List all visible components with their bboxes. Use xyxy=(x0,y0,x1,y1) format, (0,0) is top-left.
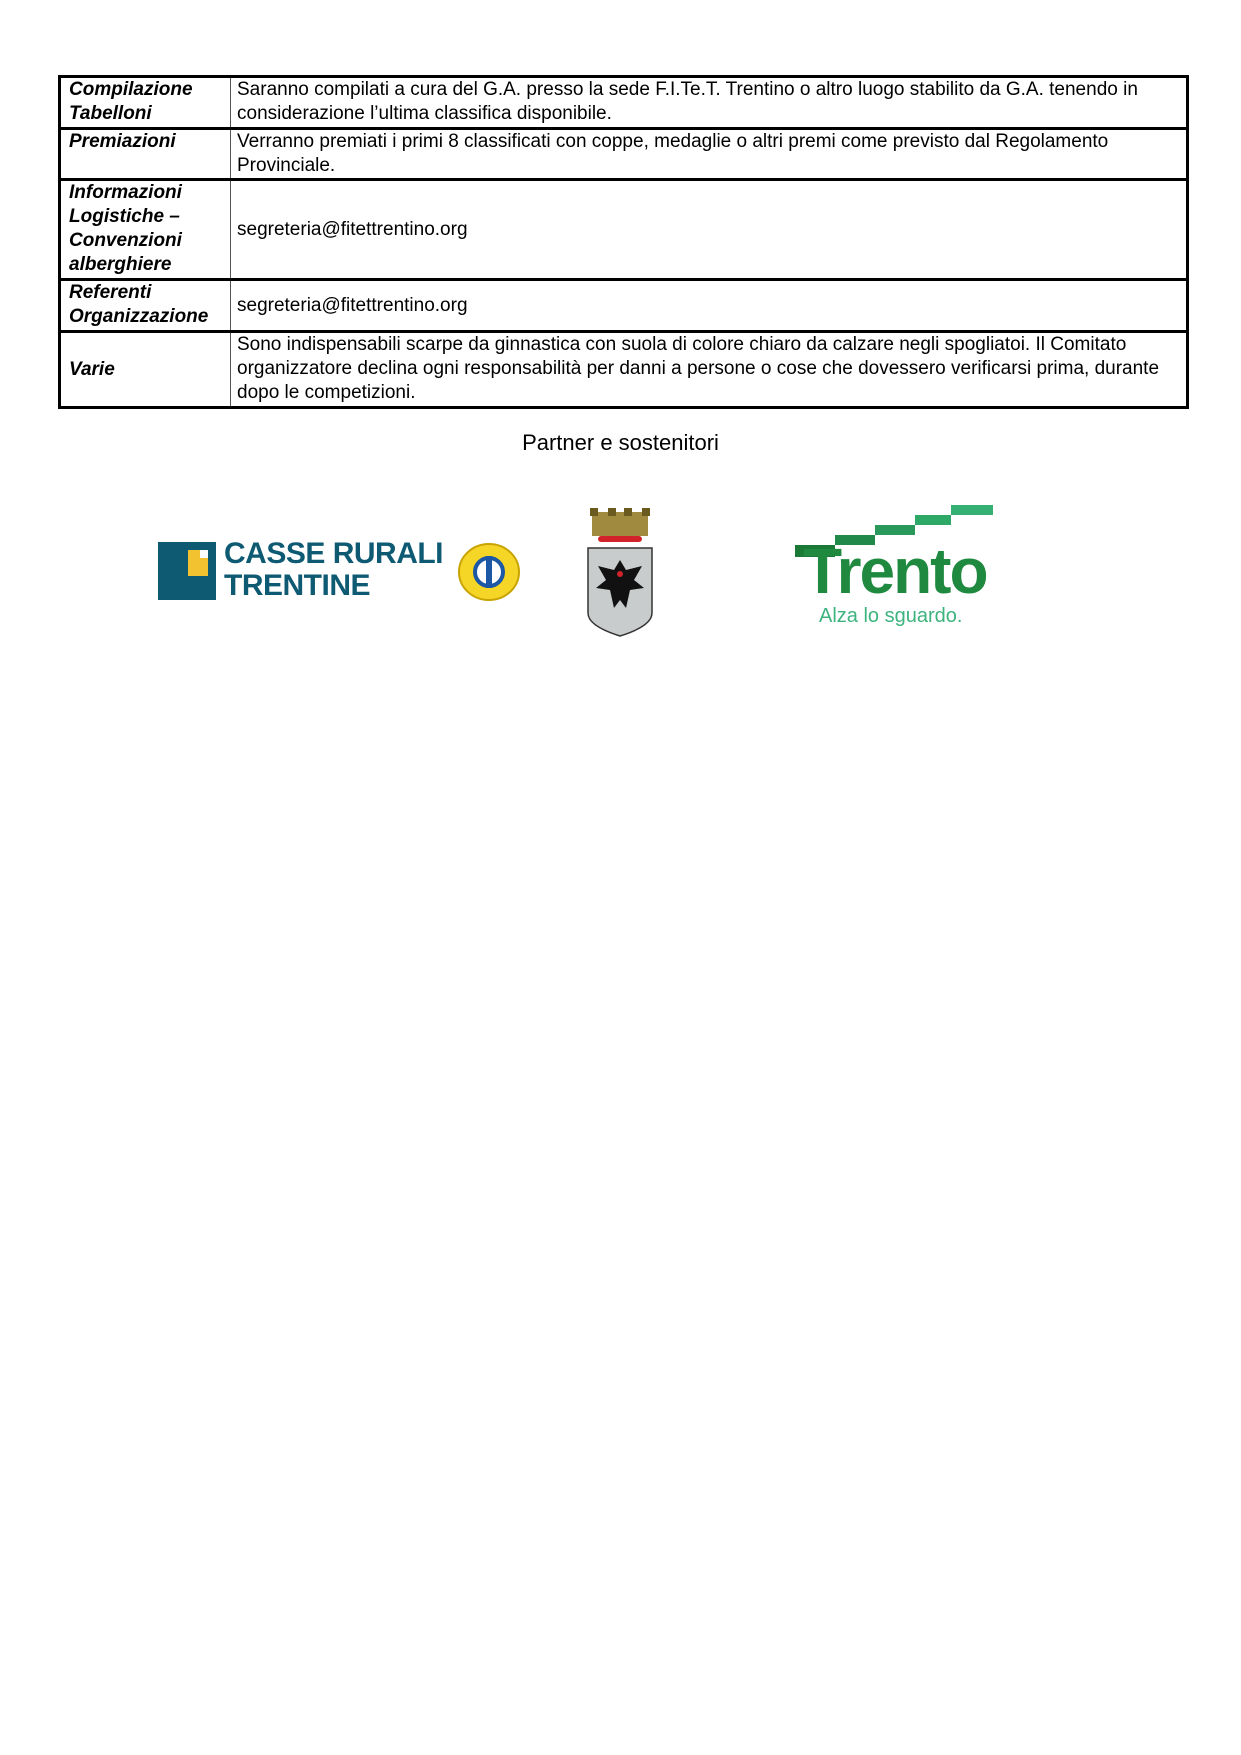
row-value: Saranno compilati a cura del G.A. presso la sede F.I.Te.T. Trentino o altro luogo stabilito da G.A. tenendo in considerazione l’ultima classifica disponibile. xyxy=(231,77,1188,129)
row-value: segreteria@fitettrentino.org xyxy=(231,280,1188,332)
info-table xyxy=(58,75,1189,409)
table-row xyxy=(60,77,1188,129)
partners-title: Partner e sostenitori xyxy=(522,430,719,455)
cooperative-emblem-icon xyxy=(453,540,525,604)
casse-rurali-line1: CASSE RURALI xyxy=(224,537,444,570)
trento-logo xyxy=(795,505,1015,630)
row-value: Sono indispensabili scarpe da ginnastica con suola di colore chiaro da calzare negli spogliatoi. Il Comitato organizzatore declina ogni responsabilità per danni a persone o cose che dovessero verificarsi prima, durante dopo le competizioni. xyxy=(231,332,1188,408)
row-label: Varie xyxy=(60,332,231,408)
table-row xyxy=(60,180,1188,280)
trento-tagline: Alza lo sguardo. xyxy=(819,605,963,627)
row-value: Verranno premiati i primi 8 classificati con coppe, medaglie o altri premi come previsto dal Regolamento Provinciale. xyxy=(231,129,1188,180)
trento-coat-of-arms-icon xyxy=(584,508,656,638)
casse-rurali-logo xyxy=(158,537,528,604)
trento-wordmark: Trento xyxy=(803,535,987,607)
row-label: Compilazione Tabelloni xyxy=(60,77,231,129)
table-row xyxy=(60,129,1188,180)
row-label: Referenti Organizzazione xyxy=(60,280,231,332)
row-label: Informazioni Logistiche – Convenzioni alberghiere xyxy=(60,180,231,280)
casse-rurali-line2: TRENTINE xyxy=(224,569,370,602)
table-row xyxy=(60,280,1188,332)
table-row xyxy=(60,332,1188,408)
row-value: segreteria@fitettrentino.org xyxy=(231,180,1188,280)
row-label: Premiazioni xyxy=(60,129,231,180)
